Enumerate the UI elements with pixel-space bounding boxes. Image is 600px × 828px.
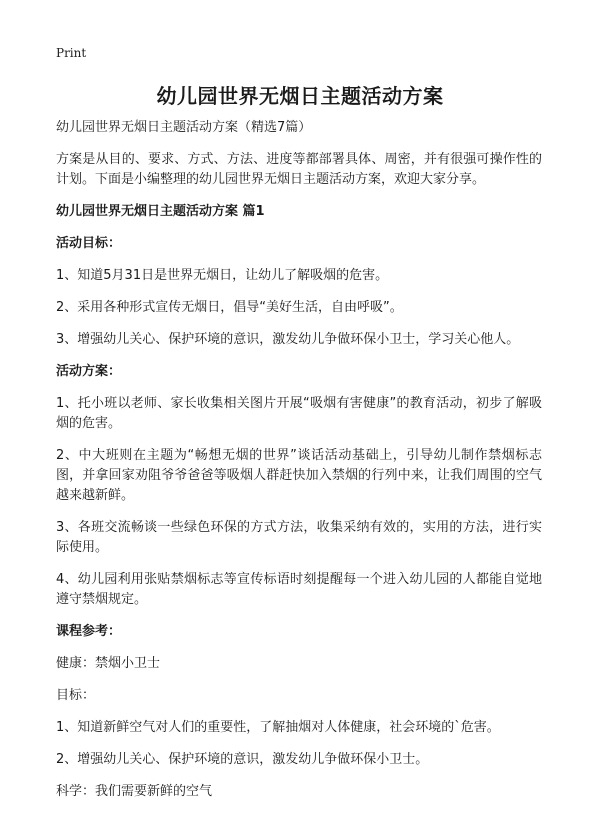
print-link[interactable]: Print bbox=[56, 46, 87, 60]
document-subtitle: 幼儿园世界无烟日主题活动方案（精选7篇） bbox=[56, 120, 312, 135]
section-title: 幼儿园世界无烟日主题活动方案 篇1 bbox=[56, 204, 265, 219]
goal-item: 1、知道5月31日是世界无烟日，让幼儿了解吸烟的危害。 bbox=[56, 268, 389, 283]
science-line: 科学：我们需要新鲜的空气 bbox=[56, 784, 213, 799]
target-item: 2、增强幼儿关心、保护环境的意识，激发幼儿争做环保小卫士。 bbox=[56, 752, 429, 767]
plan-item: 3、各班交流畅谈一些绿色环保的方式方法，收集采纳有效的，实用的方法，进行实际使用。 bbox=[56, 520, 542, 555]
target-item: 1、知道新鲜空气对人们的重要性，了解抽烟对人体健康，社会环境的`危害。 bbox=[56, 720, 500, 735]
health-line: 健康：禁烟小卫士 bbox=[56, 656, 161, 671]
goals-heading: 活动目标： bbox=[56, 236, 122, 251]
target-label: 目标： bbox=[56, 688, 96, 703]
goal-item: 3、增强幼儿关心、保护环境的意识，激发幼儿争做环保小卫士，学习关心他人。 bbox=[56, 332, 520, 347]
goal-item: 2、采用各种形式宣传无烟日，倡导“美好生活，自由呼吸”。 bbox=[56, 300, 403, 315]
plan-item: 1、托小班以老师、家长收集相关图片开展“吸烟有害健康”的教育活动，初步了解吸烟的危害。 bbox=[56, 396, 542, 431]
plan-item: 2、中大班则在主题为“畅想无烟的世界”谈话活动基础上，引导幼儿制作禁烟标志图，并拿回家劝阻爷爷爸爸等吸烟人群赶快加入禁烟的行列中来，让我们周围的空气越来越新鲜。 bbox=[56, 448, 542, 503]
plan-heading: 活动方案： bbox=[56, 364, 122, 379]
document-title: 幼儿园世界无烟日主题活动方案 bbox=[156, 84, 444, 108]
intro-paragraph: 方案是从目的、要求、方式、方法、进度等都部署具体、周密，并有很强可操作性的计划。下面是小编整理的幼儿园世界无烟日主题活动方案，欢迎大家分享。 bbox=[56, 152, 542, 187]
plan-item: 4、幼儿园利用张贴禁烟标志等宣传标语时刻提醒每一个进入幼儿园的人都能自觉地遵守禁烟规定。 bbox=[56, 572, 542, 607]
course-heading: 课程参考： bbox=[56, 624, 122, 639]
document-body bbox=[56, 118, 542, 814]
